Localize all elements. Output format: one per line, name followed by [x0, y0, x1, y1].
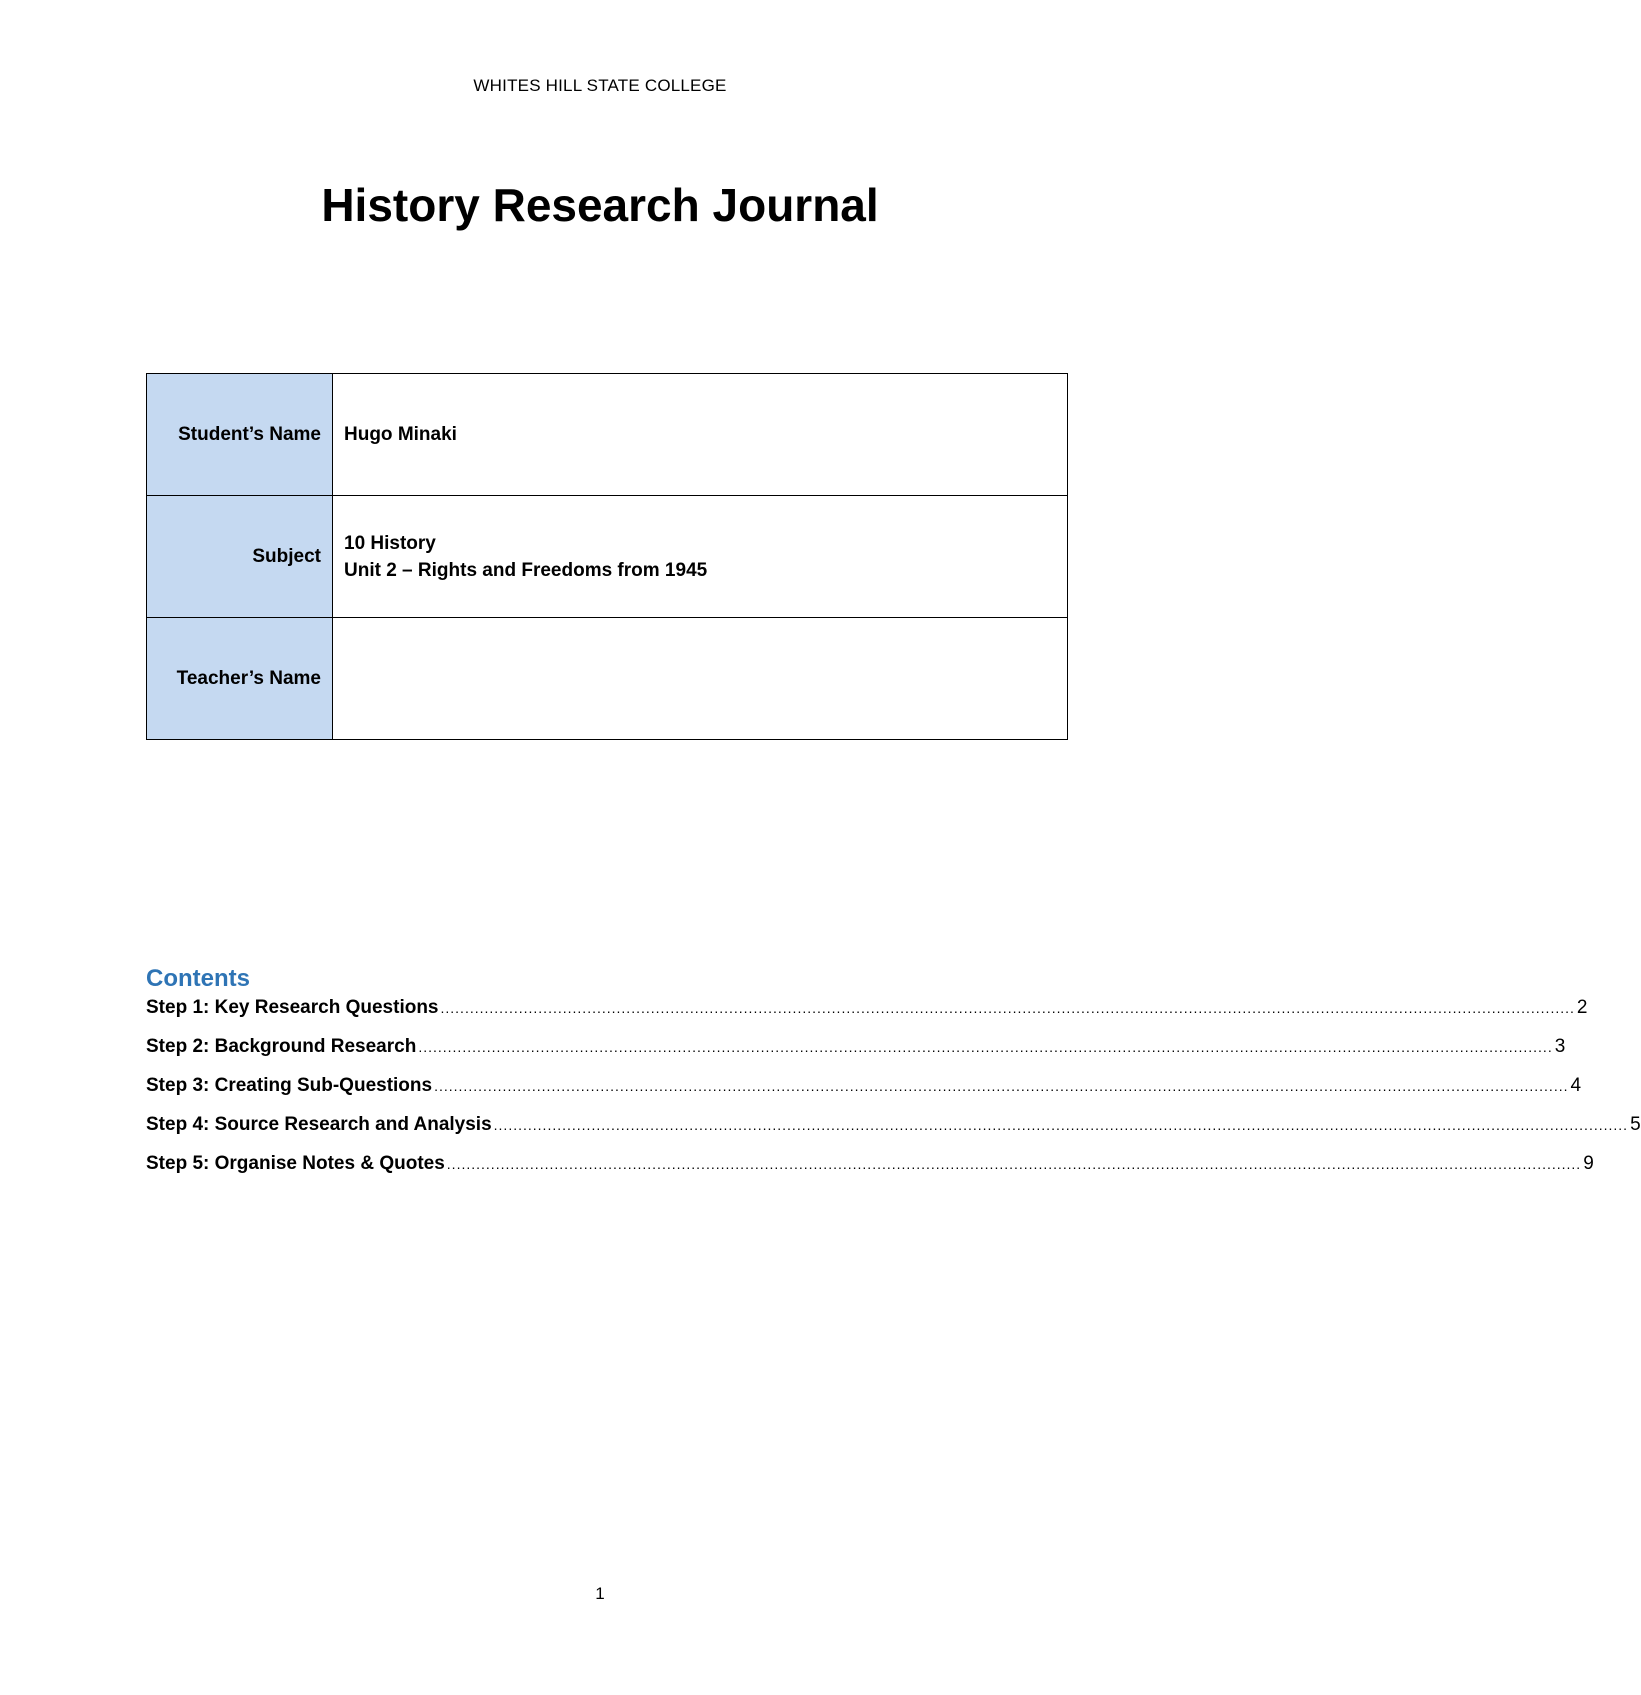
toc-dot-leader: ........................................................................................................................................................................................................................................ — [493, 1117, 1629, 1133]
teacher-name-label: Teacher’s Name — [147, 618, 333, 740]
subject-line-1: 10 History — [344, 532, 436, 554]
toc-entry-title: Step 2: Background Research — [146, 1036, 417, 1057]
document-header: WHITES HILL STATE COLLEGE — [473, 76, 727, 95]
table-row-subject — [147, 496, 1068, 618]
toc-entry-title: Step 1: Key Research Questions — [146, 997, 439, 1018]
document-title: History Research Journal — [321, 179, 879, 231]
toc-entry-page: 4 — [1570, 1075, 1582, 1096]
toc-entry-step-1[interactable] — [146, 997, 1588, 1036]
toc-entry-step-5[interactable] — [146, 1153, 1594, 1192]
toc-entry-title: Step 5: Organise Notes & Quotes — [146, 1153, 445, 1174]
student-name-text: Hugo Minaki — [344, 424, 457, 445]
table-row-student-name — [147, 374, 1068, 496]
toc-entry-step-4[interactable] — [146, 1114, 1641, 1153]
toc-entry-step-2[interactable] — [146, 1036, 1566, 1075]
student-name-label: Student’s Name — [147, 374, 333, 496]
toc-entry-title: Step 4: Source Research and Analysis — [146, 1114, 492, 1135]
toc-entry-step-3[interactable] — [146, 1075, 1582, 1114]
subject-value[interactable] — [333, 496, 1068, 618]
toc-entry-page: 2 — [1576, 997, 1588, 1018]
toc-dot-leader: ........................................................................................................................................................................................................................................ — [434, 1078, 1569, 1094]
contents-heading: Contents — [146, 965, 250, 992]
toc-dot-leader: ........................................................................................................................................................................................................................................ — [418, 1039, 1553, 1055]
toc-entry-page: 5 — [1630, 1114, 1641, 1135]
subject-label: Subject — [147, 496, 333, 618]
subject-line-2: Unit 2 – Rights and Freedoms from 1945 — [344, 559, 708, 581]
teacher-name-value[interactable] — [333, 618, 1068, 740]
toc-dot-leader: ........................................................................................................................................................................................................................................ — [440, 1000, 1575, 1016]
toc-entry-page: 3 — [1554, 1036, 1566, 1057]
table-row-teacher-name — [147, 618, 1068, 740]
toc-dot-leader: ........................................................................................................................................................................................................................................ — [446, 1156, 1582, 1172]
toc-entry-title: Step 3: Creating Sub-Questions — [146, 1075, 433, 1096]
student-info-table — [146, 373, 1068, 740]
toc-entry-page: 9 — [1583, 1153, 1594, 1174]
table-of-contents — [146, 965, 1641, 1192]
page-number: 1 — [595, 1584, 605, 1603]
student-name-value[interactable] — [333, 374, 1068, 496]
